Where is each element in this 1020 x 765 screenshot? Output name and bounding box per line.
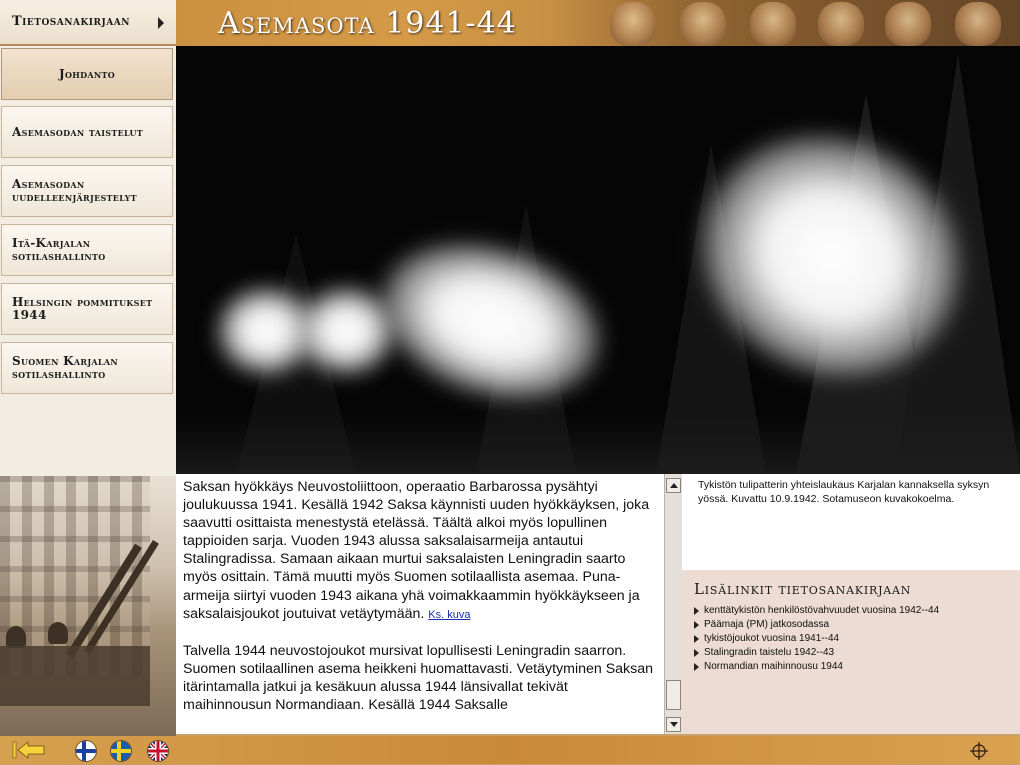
portrait-image [955, 2, 1001, 46]
sidebar-item-label: Suomen Karjalan sotilashallinto [12, 354, 118, 381]
list-item[interactable] [694, 660, 939, 674]
sidebar-item-label: Asemasodan uudelleenjärjestelyt [12, 177, 137, 204]
photo-caption-text: Tykistön tulipatterin yhteislaukaus Karjalan kannaksella syksyn yössä. Kuvattu 10.9.1942. Sotamuseon kuvakokoelma. [698, 479, 990, 505]
portrait-image [750, 2, 796, 46]
sidebar-item-suomen-karjalan-sotilashallinto[interactable] [1, 342, 173, 394]
portrait-image [610, 2, 656, 46]
scroll-thumb[interactable] [666, 680, 681, 710]
link-label: Normandian maihinnousu 1944 [704, 661, 843, 672]
sidebar-item-label: Asemasodan taistelut [12, 124, 144, 139]
bullet-arrow-icon [694, 621, 699, 629]
link-label: kenttätykistön henkilöstövahvuudet vuosina 1942--44 [704, 605, 940, 616]
sepia-soldiers-photo [0, 476, 176, 736]
page-title: Asemasota 1941-44 [218, 6, 517, 41]
bullet-arrow-icon [694, 663, 699, 671]
soldier-silhouette [48, 622, 68, 644]
sidebar-item-ita-karjalan-sotilashallinto[interactable] [1, 224, 173, 276]
see-image-link[interactable]: Ks. kuva [428, 608, 471, 621]
ground-shadow [176, 414, 1020, 474]
list-item[interactable] [694, 604, 939, 618]
additional-links-panel [682, 570, 1020, 734]
header-portraits [550, 0, 1020, 46]
muzzle-flash [358, 214, 623, 428]
list-item[interactable] [694, 646, 939, 660]
encyclopedia-link-label: Tietosanakirjaan [12, 14, 130, 29]
link-label: Päämaja (PM) jatkosodassa [704, 619, 830, 630]
triangle-up-icon [670, 483, 678, 488]
bullet-arrow-icon [694, 649, 699, 657]
article-paragraph-text: Saksan hyökkäys Neuvostoliittoon, operaatio Barbarossa pysähtyi joulukuussa 1941. Kesällä 1942 Saksa käynnisti uuden hyökkäyksen, joka saavutti osittaista menestystä etelässä. Täältä alkoi myös lopullinen tappioiden sarja. Vuoden 1943 alussa saksalaisarmeija antautui Stalingradissa. Samaan aikaan murtui saksalaisten Leningradin saarto myös osittain. Tämä muutti myös Suomen sotilaallista asemaa. Puna-armeija siirtyi vuoden 1943 aikana yhä voimakkaammin hyökkäykseen ja saksalaisjoukot joutuivat vetäytymään. [183, 479, 650, 622]
triangle-down-icon [670, 722, 678, 727]
scroll-down-button[interactable] [666, 717, 681, 732]
crosshair-icon[interactable] [970, 742, 988, 760]
portrait-image [680, 2, 726, 46]
sidebar-item-johdanto[interactable] [1, 48, 173, 100]
article-text-panel[interactable] [176, 474, 664, 734]
main-photo-artillery-salvo[interactable] [176, 46, 1020, 474]
article-paragraph [183, 478, 658, 624]
sidebar-item-label: Johdanto [59, 66, 115, 81]
language-swedish-flag-icon[interactable] [111, 741, 131, 761]
soldier-silhouette [6, 626, 26, 648]
link-label: tykistöjoukot vuosina 1941--44 [704, 633, 840, 644]
photo-caption [682, 474, 1020, 570]
portrait-image [885, 2, 931, 46]
sidebar-item-asemasodan-taistelut[interactable] [1, 106, 173, 158]
sidebar-item-helsingin-pommitukset[interactable] [1, 283, 173, 335]
list-item[interactable] [694, 618, 939, 632]
portrait-image [818, 2, 864, 46]
scroll-up-button[interactable] [666, 478, 681, 493]
article-paragraph: Talvella 1944 neuvostojoukot mursivat lopullisesti Leningradin saarron. Suomen sotilaallinen asema heikkeni huomattavasti. Vetäytyminen Saksan itärintamalla jatkui ja kesäkuun alussa 1944 länsivallat tekivät maihinnousun Normandiaan. Kesällä 1944 Saksalle [183, 642, 654, 714]
language-english-flag-icon[interactable] [148, 741, 168, 761]
sidebar-item-uudelleenjarjestelyt[interactable] [1, 165, 173, 217]
language-finnish-flag-icon[interactable] [76, 741, 96, 761]
back-arrow-icon[interactable] [12, 740, 46, 760]
encyclopedia-link[interactable] [0, 0, 176, 46]
additional-links-title: Lisälinkit tietosanakirjaan [694, 580, 912, 598]
sidebar-item-label: Itä-Karjalan sotilashallinto [12, 236, 106, 263]
bullet-arrow-icon [694, 635, 699, 643]
gun-emplacement [0, 646, 150, 706]
article-scrollbar[interactable] [664, 474, 682, 734]
link-label: Stalingradin taistelu 1942--43 [704, 647, 835, 658]
bullet-arrow-icon [694, 607, 699, 615]
additional-links-list [694, 604, 939, 674]
sidebar-item-label: Helsingin pommitukset 1944 [12, 295, 153, 322]
arrow-right-icon [158, 17, 164, 29]
list-item[interactable] [694, 632, 939, 646]
